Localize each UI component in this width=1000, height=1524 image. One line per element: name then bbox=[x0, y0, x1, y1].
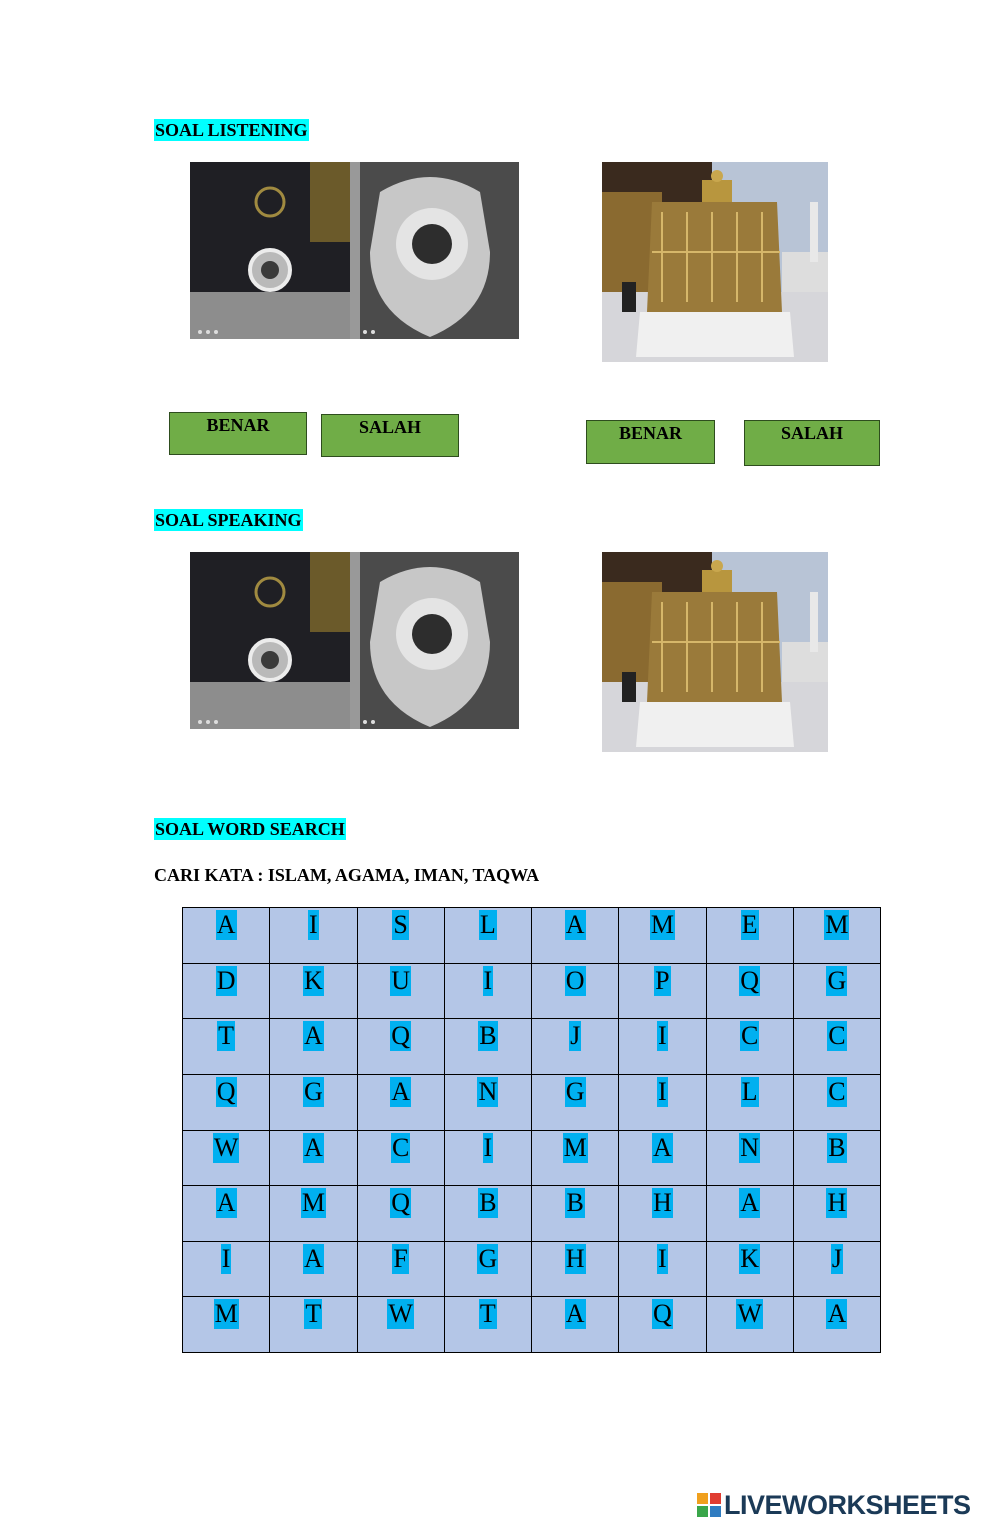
grid-cell[interactable] bbox=[357, 963, 444, 1019]
speaking-heading: SOAL SPEAKING bbox=[155, 510, 302, 530]
grid-cell[interactable] bbox=[270, 1186, 357, 1242]
grid-letter: G bbox=[827, 965, 847, 995]
grid-cell[interactable] bbox=[532, 1130, 619, 1186]
grid-letter: M bbox=[825, 910, 849, 939]
right-benar-button[interactable]: BENAR bbox=[586, 420, 715, 464]
grid-letter: H bbox=[565, 1243, 585, 1273]
grid-cell[interactable] bbox=[706, 1241, 793, 1297]
grid-letter: I bbox=[483, 965, 493, 995]
grid-letter: A bbox=[565, 910, 585, 939]
grid-cell[interactable] bbox=[619, 963, 706, 1019]
grid-cell[interactable] bbox=[619, 1241, 706, 1297]
grid-cell[interactable] bbox=[270, 1130, 357, 1186]
grid-letter: B bbox=[828, 1132, 846, 1162]
grid-cell[interactable] bbox=[444, 1074, 531, 1130]
grid-cell[interactable] bbox=[444, 1297, 531, 1353]
grid-cell[interactable] bbox=[619, 1074, 706, 1130]
grid-cell[interactable] bbox=[706, 1186, 793, 1242]
grid-letter: C bbox=[828, 1021, 846, 1051]
grid-cell[interactable] bbox=[706, 1297, 793, 1353]
grid-row bbox=[183, 1130, 881, 1186]
grid-cell[interactable] bbox=[270, 1297, 357, 1353]
grid-letter: I bbox=[658, 1243, 667, 1273]
grid-cell[interactable] bbox=[357, 1019, 444, 1075]
grid-letter: M bbox=[563, 1132, 587, 1162]
grid-cell[interactable] bbox=[619, 908, 706, 964]
grid-cell[interactable] bbox=[793, 1186, 880, 1242]
grid-letter: Q bbox=[652, 1299, 672, 1329]
grid-letter: H bbox=[652, 1188, 672, 1218]
grid-letter: I bbox=[658, 1076, 667, 1106]
grid-cell[interactable] bbox=[793, 1130, 880, 1186]
grid-cell[interactable] bbox=[619, 1297, 706, 1353]
grid-cell[interactable] bbox=[793, 1074, 880, 1130]
grid-letter: B bbox=[479, 1188, 497, 1218]
grid-cell[interactable] bbox=[532, 1186, 619, 1242]
grid-row bbox=[183, 908, 881, 964]
grid-cell[interactable] bbox=[357, 1130, 444, 1186]
grid-letter: M bbox=[301, 1188, 325, 1218]
grid-letter: A bbox=[391, 1076, 411, 1106]
grid-letter: E bbox=[741, 910, 758, 939]
grid-cell[interactable] bbox=[183, 1297, 270, 1353]
grid-row bbox=[183, 1241, 881, 1297]
grid-letter: A bbox=[303, 1243, 323, 1273]
grid-row bbox=[183, 963, 881, 1019]
grid-cell[interactable] bbox=[706, 963, 793, 1019]
word-search-instruction: CARI KATA : ISLAM, AGAMA, IMAN, TAQWA bbox=[154, 865, 540, 885]
grid-letter: G bbox=[303, 1076, 323, 1106]
grid-letter: T bbox=[479, 1299, 496, 1329]
grid-cell[interactable] bbox=[619, 1019, 706, 1075]
grid-cell[interactable] bbox=[357, 1074, 444, 1130]
grid-letter: M bbox=[650, 910, 674, 939]
grid-cell[interactable] bbox=[357, 1241, 444, 1297]
grid-letter: W bbox=[388, 1299, 413, 1329]
liveworksheets-logo-icon bbox=[697, 1493, 721, 1517]
right-salah-button[interactable]: SALAH bbox=[744, 420, 880, 466]
grid-cell[interactable] bbox=[183, 1074, 270, 1130]
grid-cell[interactable] bbox=[183, 963, 270, 1019]
grid-cell[interactable] bbox=[706, 1019, 793, 1075]
grid-letter: Q bbox=[216, 1076, 236, 1106]
grid-cell[interactable] bbox=[183, 1186, 270, 1242]
grid-letter: J bbox=[570, 1021, 581, 1051]
grid-cell[interactable] bbox=[183, 1241, 270, 1297]
grid-cell[interactable] bbox=[793, 1019, 880, 1075]
grid-letter: B bbox=[566, 1188, 584, 1218]
grid-letter: I bbox=[658, 1021, 667, 1051]
hajar-aswad-photo-speaking bbox=[190, 552, 519, 729]
grid-cell[interactable] bbox=[619, 1186, 706, 1242]
grid-letter: Q bbox=[391, 1188, 411, 1218]
grid-letter: L bbox=[741, 1076, 758, 1106]
grid-letter: I bbox=[309, 910, 318, 939]
hajar-aswad-photo-listening bbox=[190, 162, 519, 339]
grid-letter: A bbox=[303, 1021, 323, 1051]
grid-cell[interactable] bbox=[793, 1297, 880, 1353]
grid-cell[interactable] bbox=[444, 1241, 531, 1297]
grid-cell[interactable] bbox=[532, 1019, 619, 1075]
grid-cell[interactable] bbox=[357, 908, 444, 964]
listening-heading: SOAL LISTENING bbox=[155, 120, 308, 140]
word-search-grid bbox=[182, 907, 881, 1353]
grid-cell[interactable] bbox=[270, 908, 357, 964]
grid-cell[interactable] bbox=[357, 1186, 444, 1242]
grid-cell[interactable] bbox=[444, 1019, 531, 1075]
maqam-ibrahim-photo-listening bbox=[602, 162, 828, 362]
grid-letter: G bbox=[478, 1243, 498, 1273]
grid-cell[interactable] bbox=[183, 908, 270, 964]
grid-cell[interactable] bbox=[444, 1186, 531, 1242]
maqam-ibrahim-photo-speaking bbox=[602, 552, 828, 752]
grid-letter: L bbox=[479, 910, 496, 939]
grid-cell[interactable] bbox=[793, 908, 880, 964]
grid-cell[interactable] bbox=[619, 1130, 706, 1186]
grid-letter: T bbox=[218, 1021, 235, 1051]
grid-cell[interactable] bbox=[183, 1019, 270, 1075]
grid-row bbox=[183, 1297, 881, 1353]
grid-letter: A bbox=[827, 1299, 847, 1329]
grid-letter: I bbox=[221, 1243, 231, 1273]
liveworksheets-logo bbox=[697, 1490, 971, 1520]
grid-letter: A bbox=[565, 1299, 585, 1329]
grid-letter: D bbox=[216, 965, 236, 995]
grid-letter: G bbox=[565, 1076, 585, 1106]
grid-cell[interactable] bbox=[270, 963, 357, 1019]
grid-letter: T bbox=[305, 1299, 322, 1329]
grid-letter: S bbox=[393, 910, 408, 939]
grid-letter: K bbox=[303, 965, 323, 995]
grid-cell[interactable] bbox=[532, 908, 619, 964]
grid-cell[interactable] bbox=[357, 1297, 444, 1353]
grid-letter: C bbox=[740, 1021, 759, 1051]
grid-letter: O bbox=[565, 965, 585, 995]
grid-letter: J bbox=[831, 1243, 842, 1273]
grid-cell[interactable] bbox=[706, 1130, 793, 1186]
grid-cell[interactable] bbox=[270, 1019, 357, 1075]
grid-letter: Q bbox=[391, 1021, 411, 1051]
logo-text: LIVEWORKSHEETS bbox=[724, 1489, 971, 1520]
grid-letter: B bbox=[479, 1021, 497, 1051]
grid-cell[interactable] bbox=[444, 908, 531, 964]
grid-cell[interactable] bbox=[706, 1074, 793, 1130]
grid-letter: C bbox=[391, 1132, 410, 1162]
grid-letter: F bbox=[393, 1243, 408, 1273]
grid-cell[interactable] bbox=[270, 1074, 357, 1130]
grid-cell[interactable] bbox=[532, 1241, 619, 1297]
grid-letter: N bbox=[478, 1076, 498, 1106]
grid-cell[interactable] bbox=[793, 963, 880, 1019]
grid-letter: A bbox=[216, 1188, 236, 1218]
left-benar-button[interactable]: BENAR bbox=[169, 412, 307, 455]
grid-row bbox=[183, 1019, 881, 1075]
grid-letter: A bbox=[216, 910, 236, 939]
grid-letter: C bbox=[828, 1076, 846, 1106]
grid-letter: H bbox=[827, 1188, 847, 1218]
grid-letter: N bbox=[740, 1132, 760, 1162]
grid-letter: U bbox=[391, 965, 411, 995]
grid-cell[interactable] bbox=[270, 1241, 357, 1297]
grid-letter: P bbox=[655, 965, 670, 995]
grid-letter: Q bbox=[740, 965, 760, 995]
grid-cell[interactable] bbox=[444, 963, 531, 1019]
grid-letter: W bbox=[737, 1299, 762, 1329]
grid-letter: I bbox=[483, 1132, 493, 1162]
grid-row bbox=[183, 1074, 881, 1130]
grid-cell[interactable] bbox=[793, 1241, 880, 1297]
grid-row bbox=[183, 1186, 881, 1242]
grid-cell[interactable] bbox=[183, 1130, 270, 1186]
grid-letter: W bbox=[213, 1132, 239, 1162]
grid-letter: A bbox=[303, 1132, 323, 1162]
grid-letter: A bbox=[652, 1132, 672, 1162]
left-salah-button[interactable]: SALAH bbox=[321, 414, 459, 457]
grid-cell[interactable] bbox=[532, 1297, 619, 1353]
grid-cell[interactable] bbox=[444, 1130, 531, 1186]
word-search-heading: SOAL WORD SEARCH bbox=[155, 819, 345, 839]
grid-cell[interactable] bbox=[532, 1074, 619, 1130]
grid-letter: A bbox=[740, 1188, 760, 1218]
grid-cell[interactable] bbox=[532, 963, 619, 1019]
grid-cell[interactable] bbox=[706, 908, 793, 964]
grid-letter: K bbox=[740, 1243, 760, 1273]
grid-letter: M bbox=[214, 1299, 238, 1329]
